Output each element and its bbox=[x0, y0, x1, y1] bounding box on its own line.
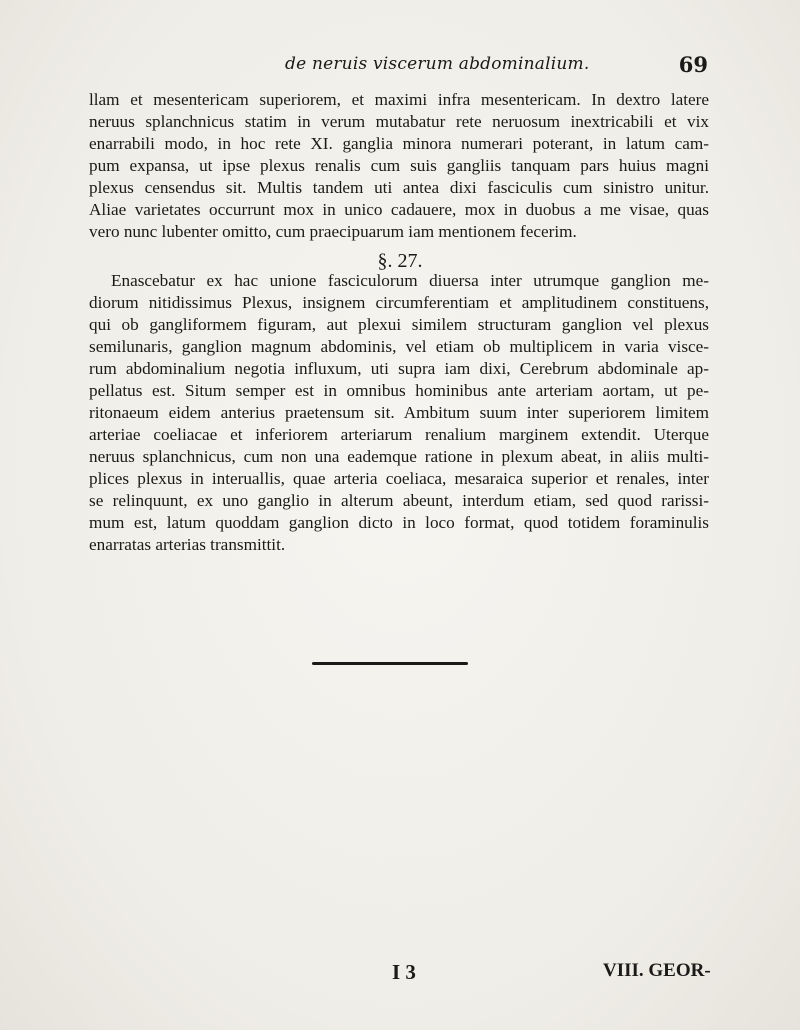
text-line: vero nunc lubenter omitto, cum praecipuarum iam mentionem fecerim. bbox=[89, 222, 577, 241]
text-line: rum abdominalium negotia influxum, uti supra iam dixi, Cerebrum abdominale ap- bbox=[89, 359, 709, 378]
section-divider-rule bbox=[312, 662, 468, 665]
section-heading: §. 27. bbox=[377, 250, 423, 272]
text-line: Aliae varietates occurrunt mox in unico cadauere, mox in duobus a me visae, quas bbox=[89, 200, 709, 219]
text-line: enarrabili modo, in hoc rete XI. ganglia minora numerari poterant, in latum cam- bbox=[89, 134, 709, 153]
text-line: enarratas arterias transmittit. bbox=[89, 535, 286, 554]
signature-mark: I 3 bbox=[392, 960, 416, 984]
text-line: mum est, latum quoddam ganglion dicto in loco format, quod totidem foraminulis bbox=[89, 513, 709, 532]
text-line: diorum nitidissimus Plexus, insignem circumferentiam et amplitudinem constituens, bbox=[89, 293, 709, 312]
page-header bbox=[90, 52, 708, 82]
text-line: ritonaeum eidem anterius praetensum sit. Ambitum suum inter superiorem limitem bbox=[89, 403, 709, 422]
running-title: de neruis viscerum abdominalium. bbox=[285, 54, 590, 74]
text-line: llam et mesentericam superiorem, et maximi infra mesentericam. In dextro latere bbox=[89, 90, 709, 109]
text-line: plices plexus in interuallis, quae arteria coeliaca, mesaraica superior et renales, inter bbox=[89, 469, 709, 488]
paragraph-continued bbox=[89, 89, 709, 243]
catchword: VIII. GEOR- bbox=[603, 960, 711, 981]
text-line: pum expansa, ut ipse plexus renalis cum suis gangliis tanquam pars huius magni bbox=[89, 156, 709, 175]
text-line: plexus censendus sit. Multis tandem uti antea dixi fasciculis cum sinistro unitur. bbox=[89, 178, 709, 197]
text-line: pellatus est. Situm semper est in omnibus hominibus ante arteriam aortam, ut pe- bbox=[89, 381, 709, 400]
text-line: Enascebatur ex hac unione fasciculorum diuersa inter utrumque ganglion me- bbox=[111, 271, 709, 290]
text-line: neruus splanchnicus statim in verum mutabatur rete neruosum inextricabili et vix bbox=[89, 112, 709, 131]
text-line: neruus splanchnicus, cum non una eademque ratione in plexum abeat, in aliis multi- bbox=[89, 447, 709, 466]
text-line: qui ob gangliformem figuram, aut plexui similem structuram ganglion vel plexus bbox=[89, 315, 709, 334]
paragraph-section-27 bbox=[89, 270, 709, 556]
page-footer bbox=[0, 960, 800, 990]
text-line: arteriae coeliacae et inferiorem arteriarum renalium marginem extendit. Uterque bbox=[89, 425, 709, 444]
page-number: 69 bbox=[678, 52, 708, 77]
text-line: semilunaris, ganglion magnum abdominis, vel etiam ob multiplicem in varia visce- bbox=[89, 337, 709, 356]
text-line: se relinquunt, ex uno ganglio in alterum abeunt, interdum etiam, sed quod rarissi- bbox=[89, 491, 709, 510]
